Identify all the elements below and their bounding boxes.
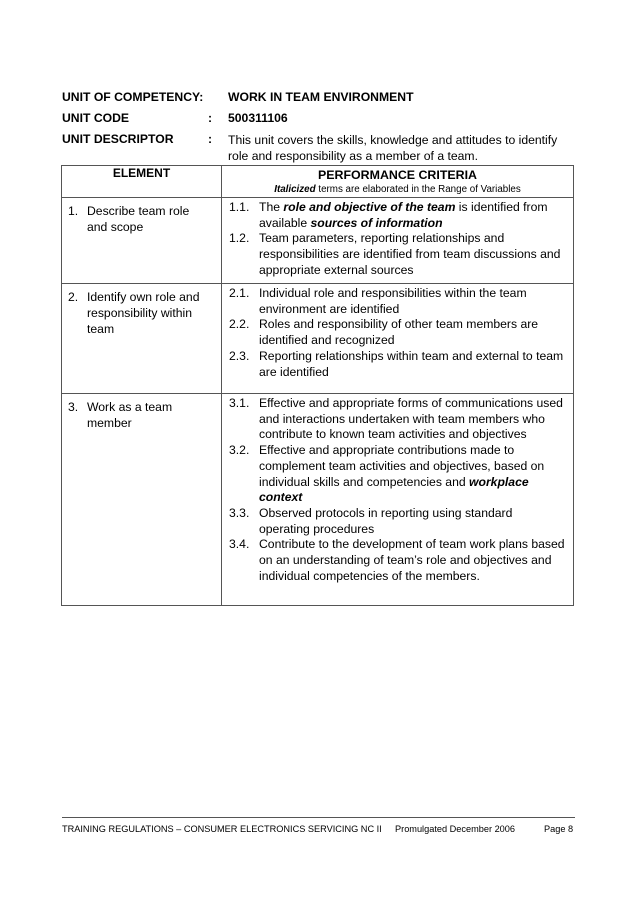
criterion-text-part: Reporting relationships within team and external to team are identified (259, 348, 564, 379)
element-text: Describe team role (87, 204, 190, 218)
criterion-item (229, 200, 565, 231)
element-line (68, 203, 215, 219)
unit-descriptor-text: This unit covers the skills, knowledge and attitudes to identify role and responsibility as a member of a team. (228, 133, 558, 163)
footer-rule (62, 817, 575, 818)
criterion-text (259, 349, 565, 380)
element-number (68, 415, 87, 431)
range-variable-term: role and objective of the team (283, 200, 456, 214)
criterion-text-part: Effective and appropriate forms of communications used and interactions undertaken with team members who contribute to known team activities and objectives (259, 396, 563, 442)
criterion-number: 2.1. (229, 286, 250, 300)
unit-descriptor-label: UNIT DESCRIPTOR (62, 132, 174, 146)
criteria-cell (222, 198, 574, 284)
criteria-column-header (222, 166, 574, 198)
unit-code-label: UNIT CODE (62, 111, 130, 125)
criteria-title: PERFORMANCE CRITERIA (317, 168, 477, 182)
element-number: 1. (68, 204, 79, 218)
range-variable-term: sources of information (310, 215, 443, 230)
criterion-text-part: Observed protocols in reporting using standard operating procedures (259, 505, 513, 536)
element-text: responsibility within (87, 306, 192, 320)
element-line (68, 399, 215, 415)
element-number (68, 321, 87, 337)
criterion-text-part: is identified from available (259, 200, 548, 230)
criterion-item (229, 537, 565, 584)
criterion-text (259, 317, 565, 348)
criterion-text-part: Contribute to the development of team work plans based on an understanding of team’s role and objectives and individual competencies of the members. (259, 537, 565, 583)
element-line (68, 321, 215, 337)
element-text: team (87, 322, 115, 336)
criterion-text (259, 396, 565, 443)
criteria-subtitle-italic: Italicized (274, 184, 316, 195)
criterion-item (229, 443, 565, 506)
criterion-text (259, 231, 565, 278)
criterion-number: 3.4. (229, 537, 250, 552)
criteria-cell (222, 394, 574, 606)
criteria-cell (222, 284, 574, 394)
criterion-item (229, 231, 565, 278)
table-row (62, 394, 574, 606)
criterion-text (259, 286, 565, 317)
criterion-text-part: The (259, 200, 284, 214)
criterion-text (259, 443, 565, 506)
criteria-subtitle-rest: terms are elaborated in the Range of Variables (315, 184, 521, 195)
criterion-text-part: Roles and responsibility of other team members are identified and recognized (259, 317, 539, 348)
element-line (68, 219, 215, 235)
element-cell (62, 284, 222, 394)
criterion-text-part: Individual role and responsibilities within the team environment are identified (259, 286, 527, 316)
criterion-item (229, 286, 565, 317)
footer-promulgated: Promulgated December 2006 (395, 824, 516, 834)
criterion-text-part: Team parameters, reporting relationships and responsibilities are identified from team discussions and appropriate external sources (259, 231, 561, 277)
element-text: member (87, 416, 132, 430)
criterion-text (259, 200, 565, 231)
unit-of-competency-value: WORK IN TEAM ENVIRONMENT (228, 90, 414, 104)
competency-table (61, 165, 574, 606)
criterion-number: 1.2. (229, 231, 250, 246)
element-number: 3. (68, 400, 79, 414)
criterion-item (229, 349, 565, 380)
element-line (68, 289, 215, 305)
criterion-text (259, 537, 565, 584)
table-body (62, 198, 574, 606)
criterion-number: 3.3. (229, 505, 250, 520)
footer-title: TRAINING REGULATIONS – CONSUMER ELECTRONICS SERVICING NC II (62, 824, 382, 834)
criterion-item (229, 506, 565, 537)
criterion-number: 3.1. (229, 396, 250, 410)
criterion-number: 2.3. (229, 348, 250, 363)
range-variable-term: workplace context (259, 474, 529, 505)
element-text: Identify own role and (87, 290, 200, 304)
criterion-number: 1.1. (229, 200, 250, 214)
table-row (62, 198, 574, 284)
element-cell (62, 198, 222, 284)
criteria-subtitle (222, 183, 573, 197)
element-number (68, 219, 87, 235)
criterion-item (229, 317, 565, 348)
element-number: 2. (68, 290, 79, 304)
element-cell (62, 394, 222, 606)
footer-page-number: Page 8 (544, 824, 574, 834)
element-line (68, 305, 215, 321)
element-number (68, 305, 87, 321)
table-row (62, 284, 574, 394)
element-column-header: ELEMENT (62, 166, 222, 198)
criterion-text-part: Effective and appropriate contributions made to complement team activities and objectives, based on individual skills and competencies and (259, 443, 545, 489)
element-text: Work as a team (87, 400, 173, 414)
criterion-item (229, 396, 565, 443)
unit-of-competency-label: UNIT OF COMPETENCY: (62, 90, 204, 104)
element-text: and scope (87, 220, 144, 234)
element-line (68, 415, 215, 431)
criterion-number: 3.2. (229, 443, 250, 458)
criterion-text (259, 506, 565, 537)
unit-code-colon: : (208, 111, 213, 125)
criterion-number: 2.2. (229, 317, 250, 332)
unit-code-value: 500311106 (228, 111, 288, 125)
unit-descriptor-colon: : (208, 132, 213, 146)
